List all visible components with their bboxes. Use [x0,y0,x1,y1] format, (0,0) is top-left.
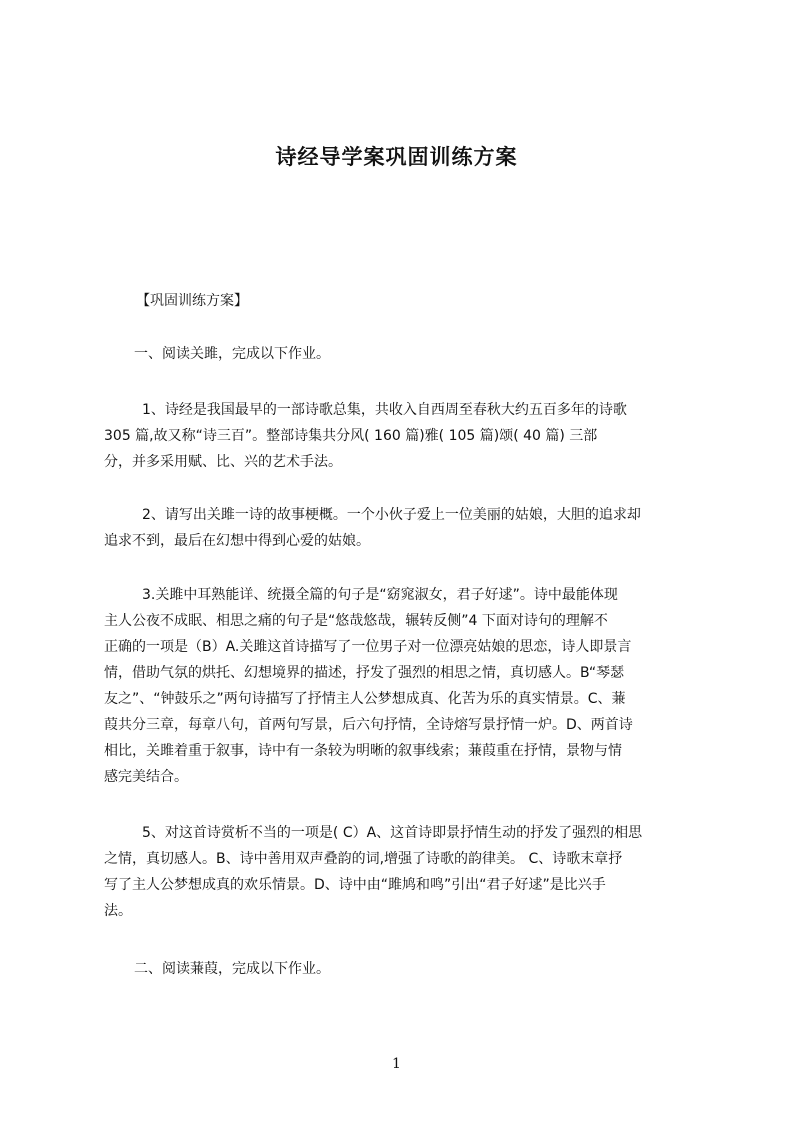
question-1 [104,397,704,475]
question-1-line: 305 篇,故又称“诗三百”。整部诗集共分风( 160 篇)雅( 105 篇)颂( 40 篇) 三部 [104,428,598,444]
section-heading-text: 【巩固训练方案】 [136,293,248,309]
question-3-line: 葭共分三章，每章八句，首两句写景，后六句抒情，全诗熔写景抒情一炉。D、两首诗 [104,717,633,733]
section-heading [104,288,704,314]
question-3-line: 情，借助气氛的烘托、幻想境界的描述，抒发了强烈的相思之情，真切感人。B“琴瑟 [104,665,625,681]
question-1-line: 1、诗经是我国最早的一部诗歌总集，共收入自西周至春秋大约五百多年的诗歌 [142,402,627,418]
question-5-line: 之情，真切感人。B、诗中善用双声叠韵的词,增强了诗歌的韵律美。 C、诗歌末章抒 [104,851,623,867]
question-3 [104,582,704,790]
part1-heading-text: 一、阅读关雎，完成以下作业。 [134,346,330,362]
question-3-line: 友之”、“钟鼓乐之”两句诗描写了抒情主人公梦想成真、化苦为乐的真实情景。C、蒹 [104,691,626,707]
question-2 [104,502,704,554]
part2-heading [104,956,704,982]
document-title: 诗经导学案巩固训练方案 [275,145,518,169]
question-5-line: 法。 [104,903,132,919]
part1-heading [104,341,704,367]
question-3-line: 正确的一项是（B）A.关雎这首诗描写了一位男子对一位漂亮姑娘的思恋，诗人即景言 [104,639,632,655]
part2-heading-text: 二、阅读蒹葭，完成以下作业。 [134,961,330,977]
question-5 [104,820,704,924]
question-2-line: 追求不到，最后在幻想中得到心爱的姑娘。 [104,533,370,549]
question-3-line: 相比，关雎着重于叙事，诗中有一条较为明晰的叙事线索；蒹葭重在抒情，景物与情 [104,743,622,759]
page-number: 1 [392,1056,401,1072]
question-3-line: 感完美结合。 [104,769,188,785]
question-1-line: 分，并多采用赋、比、兴的艺术手法。 [104,454,342,470]
question-5-line: 写了主人公梦想成真的欢乐情景。D、诗中由“雎鸠和鸣”引出“君子好逑”是比兴手 [104,877,606,893]
question-2-line: 2、请写出关雎一诗的故事梗概。一个小伙子爱上一位美丽的姑娘，大胆的追求却 [142,507,641,523]
question-3-line: 3.关雎中耳熟能详、统摄全篇的句子是“窈窕淑女，君子好逑”。诗中最能体现 [142,587,618,603]
question-5-line: 5、对这首诗赏析不当的一项是( C）A、这首诗即景抒情生动的抒发了强烈的相思 [142,825,643,841]
question-3-line: 主人公夜不成眠、相思之痛的句子是“悠哉悠哉，辗转反侧”4 下面对诗句的理解不 [104,613,608,629]
